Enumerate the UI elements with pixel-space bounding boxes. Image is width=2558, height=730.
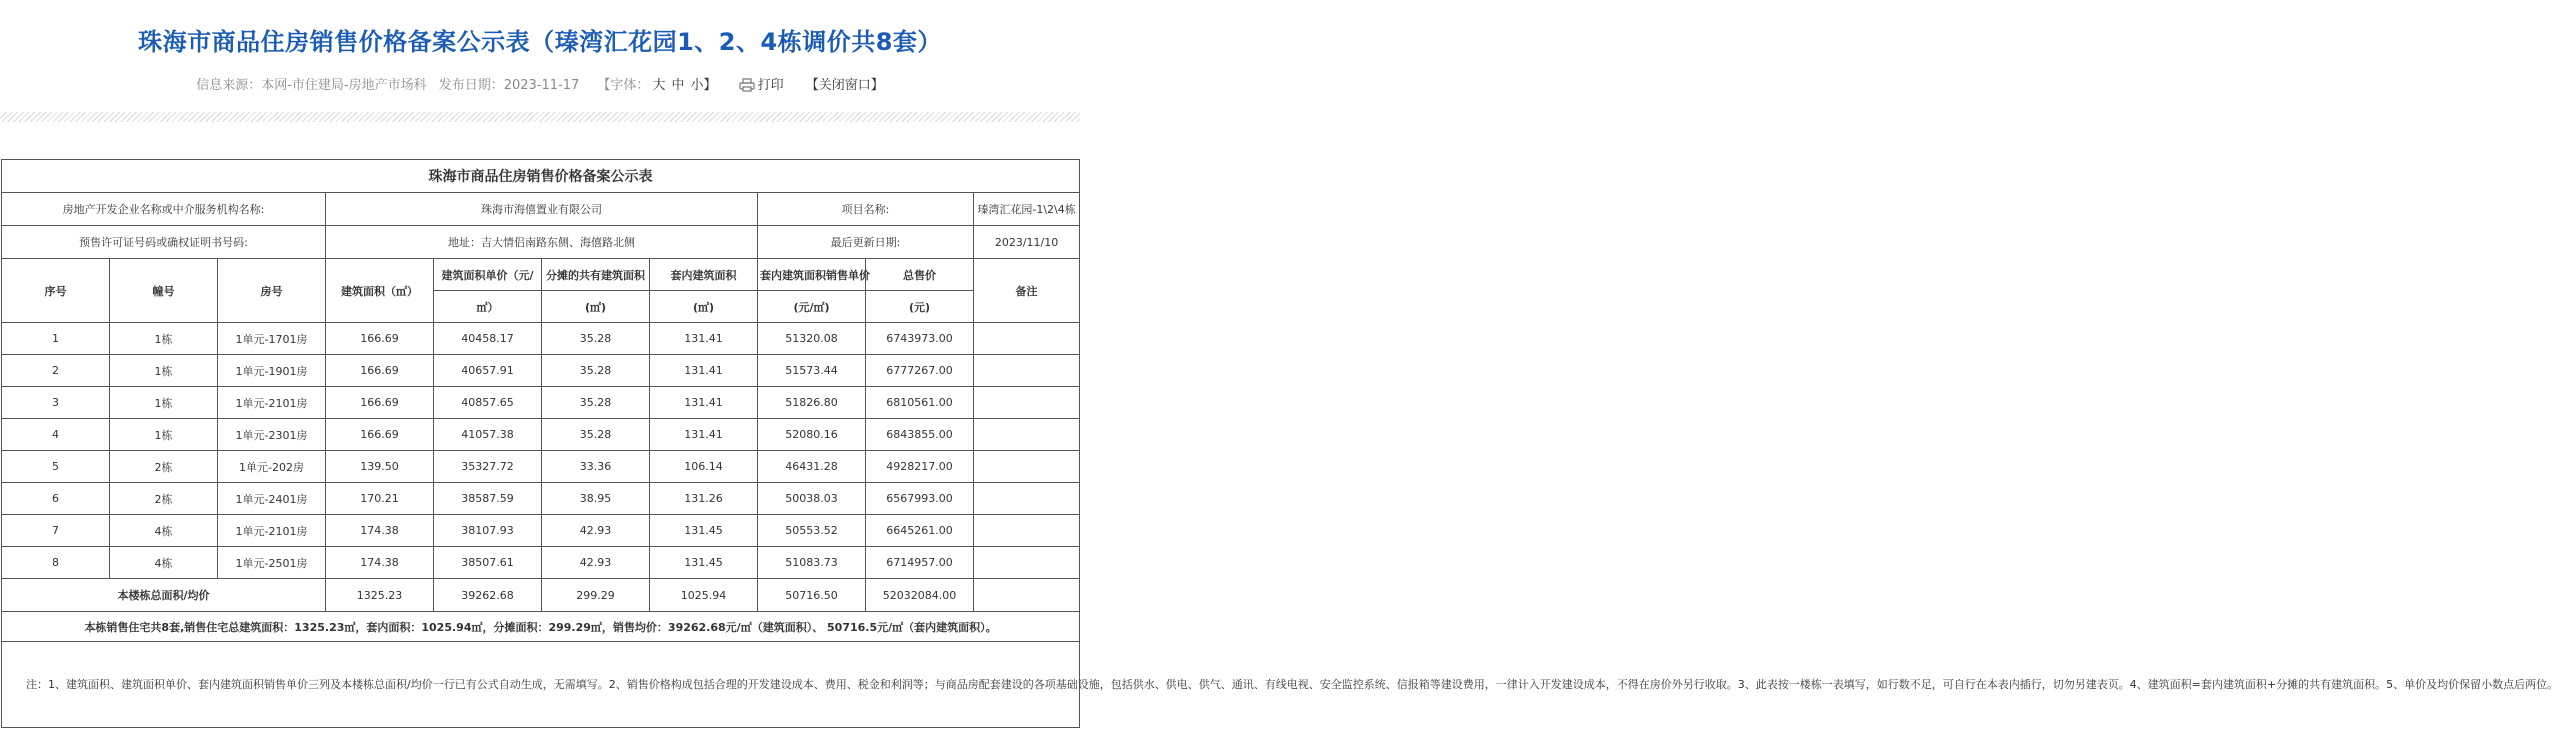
- table-row: [2, 355, 1080, 387]
- cell-inner: 131.26: [650, 483, 758, 515]
- cell-remark: [974, 483, 1080, 515]
- header-shared-area-line2: (㎡): [542, 291, 650, 323]
- cell-inner: 131.41: [650, 323, 758, 355]
- table-row: [2, 323, 1080, 355]
- cell-seq: 7: [2, 515, 110, 547]
- header-inner-area-line1: 套内建筑面积: [650, 259, 758, 291]
- cell-area: 166.69: [326, 323, 434, 355]
- cell-shared: 33.36: [542, 451, 650, 483]
- cell-inner: 106.14: [650, 451, 758, 483]
- cell-unit-price: 38587.59: [434, 483, 542, 515]
- cell-area: 170.21: [326, 483, 434, 515]
- font-size-control: [597, 78, 716, 93]
- cell-area: 174.38: [326, 547, 434, 579]
- table-row: [2, 419, 1080, 451]
- cell-area: 166.69: [326, 355, 434, 387]
- cell-seq: 8: [2, 547, 110, 579]
- cell-unit-price: 38507.61: [434, 547, 542, 579]
- cell-room: 1单元-1901房: [218, 355, 326, 387]
- cell-shared: 38.95: [542, 483, 650, 515]
- table-row: [2, 515, 1080, 547]
- font-large-link[interactable]: 大: [652, 78, 666, 93]
- cell-shared: 35.28: [542, 387, 650, 419]
- cell-seq: 2: [2, 355, 110, 387]
- permit-label: 预售许可证号码或确权证明书号码:: [2, 226, 326, 259]
- cell-remark: [974, 387, 1080, 419]
- header-room: 房号: [218, 259, 326, 323]
- source-info: 信息来源：本网-市住建局-房地产市场科: [196, 78, 427, 93]
- totals-total: 52032084.00: [866, 579, 974, 612]
- cell-seq: 6: [2, 483, 110, 515]
- cell-building: 1栋: [110, 323, 218, 355]
- publish-date: 发布日期：2023-11-17: [438, 78, 580, 93]
- cell-shared: 35.28: [542, 323, 650, 355]
- hatch-divider: [0, 112, 1080, 122]
- cell-unit-price: 41057.38: [434, 419, 542, 451]
- project-label: 项目名称:: [758, 193, 974, 226]
- font-medium-link[interactable]: 中: [671, 78, 685, 93]
- header-remark: 备注: [974, 259, 1080, 323]
- cell-unit-price: 40857.65: [434, 387, 542, 419]
- cell-inner-price: 51320.08: [758, 323, 866, 355]
- cell-seq: 5: [2, 451, 110, 483]
- cell-shared: 35.28: [542, 419, 650, 451]
- cell-inner-price: 51826.80: [758, 387, 866, 419]
- cell-seq: 1: [2, 323, 110, 355]
- cell-room: 1单元-1701房: [218, 323, 326, 355]
- page-title: 珠海市商品住房销售价格备案公示表（瑧湾汇花园1、2、4栋调价共8套）: [138, 28, 942, 56]
- cell-building: 1栋: [110, 355, 218, 387]
- cell-area: 174.38: [326, 515, 434, 547]
- cell-inner: 131.41: [650, 355, 758, 387]
- cell-remark: [974, 515, 1080, 547]
- cell-building: 1栋: [110, 387, 218, 419]
- cell-area: 166.69: [326, 419, 434, 451]
- header-unit-price-line1: 建筑面积单价（元/: [434, 259, 542, 291]
- totals-inner-price: 50716.50: [758, 579, 866, 612]
- cell-inner-price: 52080.16: [758, 419, 866, 451]
- cell-total: 4928217.00: [866, 451, 974, 483]
- header-shared-area-line1: 分摊的共有建筑面积: [542, 259, 650, 291]
- table-title: 珠海市商品住房销售价格备案公示表: [2, 160, 1080, 193]
- cell-inner-price: 51573.44: [758, 355, 866, 387]
- cell-remark: [974, 451, 1080, 483]
- cell-total: 6777267.00: [866, 355, 974, 387]
- totals-shared: 299.29: [542, 579, 650, 612]
- cell-shared: 35.28: [542, 355, 650, 387]
- table-row: [2, 387, 1080, 419]
- header-unit-price-line2: ㎡）: [434, 291, 542, 323]
- cell-remark: [974, 355, 1080, 387]
- header-inner-area-line2: (㎡): [650, 291, 758, 323]
- close-window-button[interactable]: 【关闭窗口】: [805, 78, 884, 93]
- cell-total: 6567993.00: [866, 483, 974, 515]
- cell-room: 1单元-202房: [218, 451, 326, 483]
- cell-inner: 131.45: [650, 515, 758, 547]
- cell-unit-price: 35327.72: [434, 451, 542, 483]
- cell-unit-price: 38107.93: [434, 515, 542, 547]
- cell-total: 6645261.00: [866, 515, 974, 547]
- cell-room: 1单元-2101房: [218, 387, 326, 419]
- cell-unit-price: 40657.91: [434, 355, 542, 387]
- cell-building: 1栋: [110, 419, 218, 451]
- developer-value: 珠海市海僖置业有限公司: [326, 193, 758, 226]
- cell-total: 6714957.00: [866, 547, 974, 579]
- header-area: 建筑面积（㎡）: [326, 259, 434, 323]
- cell-inner-price: 51083.73: [758, 547, 866, 579]
- cell-building: 2栋: [110, 451, 218, 483]
- totals-label: 本楼栋总面积/均价: [2, 579, 326, 612]
- footnote: 注：1、建筑面积、建筑面积单价、套内建筑面积销售单价三列及本楼栋总面积/均价一行已有公式自动生成，无需填写。2、销售价格构成包括合理的开发建设成本、费用、税金和利润等；与商品房配套建设的各项基础设施，包括供水、供电、供气、通讯、有线电视、安全监控系统、信报箱等建设费用，一律计入开发建设成本，不得在房价外另行收取。3、此表按一楼栋一表填写，如行数不足，可自行在本表内插行，切勿另建表页。4、建筑面积=套内建筑面积+分摊的共有建筑面积。5、单价及均价保留小数点后两位。: [2, 642, 1080, 728]
- cell-remark: [974, 419, 1080, 451]
- updated-value: 2023/11/10: [974, 226, 1080, 259]
- table-row: [2, 451, 1080, 483]
- cell-total: 6843855.00: [866, 419, 974, 451]
- cell-room: 1单元-2301房: [218, 419, 326, 451]
- cell-room: 1单元-2501房: [218, 547, 326, 579]
- totals-row: [2, 579, 1080, 612]
- print-button[interactable]: [739, 78, 788, 93]
- cell-inner: 131.41: [650, 387, 758, 419]
- cell-shared: 42.93: [542, 547, 650, 579]
- cell-total: 6743973.00: [866, 323, 974, 355]
- cell-shared: 42.93: [542, 515, 650, 547]
- print-label: 打印: [757, 78, 784, 93]
- totals-area: 1325.23: [326, 579, 434, 612]
- font-small-link[interactable]: 小】: [690, 78, 717, 93]
- cell-room: 1单元-2401房: [218, 483, 326, 515]
- table-row: [2, 483, 1080, 515]
- header-inner-price-line1: 套内建筑面积销售单价: [758, 259, 866, 291]
- sales-summary: 本栋销售住宅共8套,销售住宅总建筑面积：1325.23㎡，套内面积：1025.94㎡，分摊面积：299.29㎡，销售均价：39262.68元/㎡（建筑面积）、 50716.5元/㎡（套内建筑面积）。: [2, 612, 1080, 642]
- header-seq: 序号: [2, 259, 110, 323]
- header-building: 幢号: [110, 259, 218, 323]
- developer-label: 房地产开发企业名称或中介服务机构名称:: [2, 193, 326, 226]
- cell-seq: 3: [2, 387, 110, 419]
- price-table: [1, 159, 2558, 728]
- cell-remark: [974, 547, 1080, 579]
- printer-icon: [739, 78, 755, 92]
- cell-remark: [974, 323, 1080, 355]
- cell-seq: 4: [2, 419, 110, 451]
- updated-label: 最后更新日期:: [758, 226, 974, 259]
- cell-inner: 131.41: [650, 419, 758, 451]
- cell-unit-price: 40458.17: [434, 323, 542, 355]
- cell-building: 4栋: [110, 547, 218, 579]
- article-meta: [0, 74, 1080, 93]
- cell-building: 4栋: [110, 515, 218, 547]
- header-inner-price-line2: (元/㎡): [758, 291, 866, 323]
- address-value: 地址：吉大情侣南路东侧、海僖路北侧: [326, 226, 758, 259]
- cell-total: 6810561.00: [866, 387, 974, 419]
- cell-area: 139.50: [326, 451, 434, 483]
- cell-building: 2栋: [110, 483, 218, 515]
- table-row: [2, 547, 1080, 579]
- cell-inner-price: 50038.03: [758, 483, 866, 515]
- project-value: 瑧湾汇花园-1\2\4栋: [974, 193, 1080, 226]
- totals-unit-price: 39262.68: [434, 579, 542, 612]
- totals-inner: 1025.94: [650, 579, 758, 612]
- cell-area: 166.69: [326, 387, 434, 419]
- header-total-line2: (元): [866, 291, 974, 323]
- font-size-label: 【字体：: [597, 78, 650, 93]
- header-total-line1: 总售价: [866, 259, 974, 291]
- cell-room: 1单元-2101房: [218, 515, 326, 547]
- cell-inner: 131.45: [650, 547, 758, 579]
- cell-inner-price: 46431.28: [758, 451, 866, 483]
- cell-inner-price: 50553.52: [758, 515, 866, 547]
- totals-remark: [974, 579, 1080, 612]
